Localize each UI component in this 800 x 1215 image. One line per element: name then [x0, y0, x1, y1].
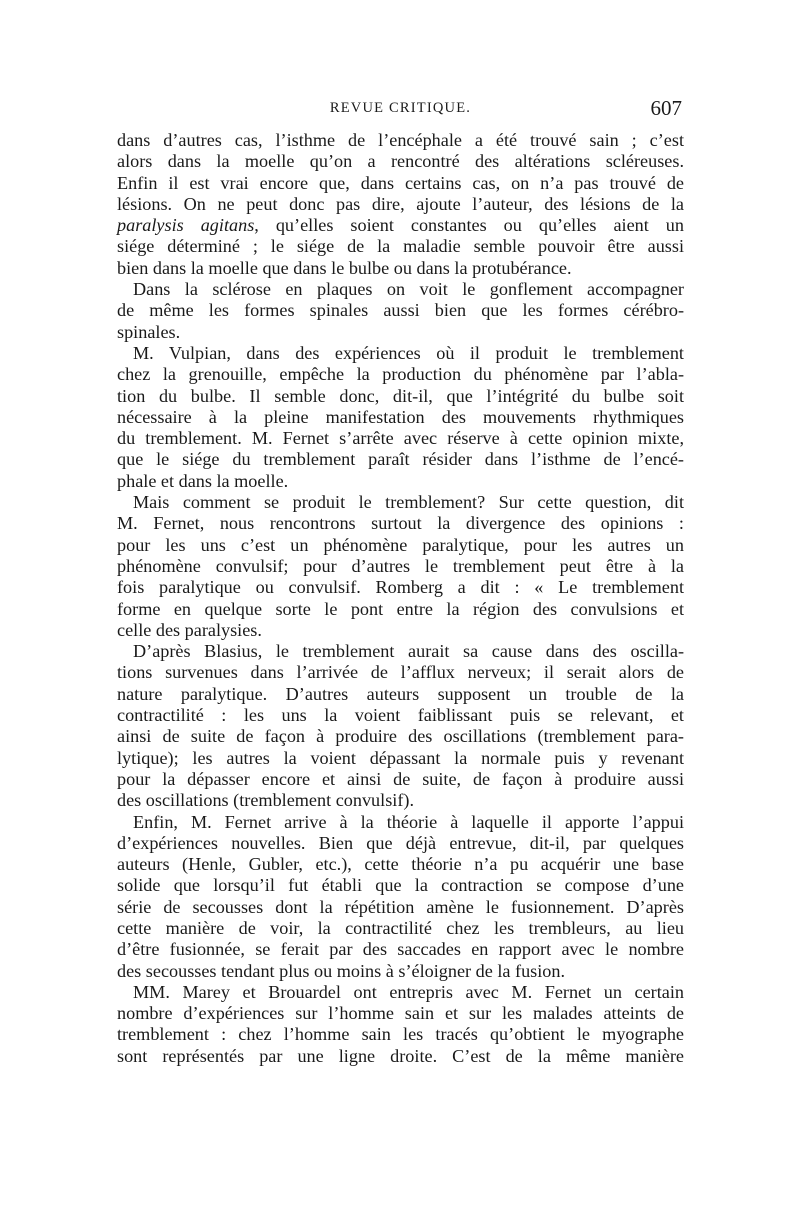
text-line: nature paralytique. D’autres auteurs supposent un trouble de la [117, 683, 684, 704]
text-line: des secousses tendant plus ou moins à s’éloigner de la fusion. [117, 960, 566, 981]
text-line: alors dans la moelle qu’on a rencontré des altérations scléreuses. [117, 151, 684, 172]
text-line: Enfin, M. Fernet arrive à la théorie à laquelle il apporte l’appui [133, 811, 684, 832]
text-line: chez la grenouille, empêche la production du phénomène par l’abla- [117, 364, 684, 385]
text-line: D’après Blasius, le tremblement aurait sa cause dans des oscilla- [133, 641, 684, 662]
text-line: tions survenues dans l’arrivée de l’afflux nerveux; il serait alors de [117, 662, 684, 683]
text-line: Enfin il est vrai encore que, dans certains cas, on n’a pas trouvé de [117, 172, 684, 193]
text-line: pour les uns c’est un phénomène paralytique, pour les autres un [117, 534, 684, 555]
running-head [117, 96, 684, 120]
page-number: 607 [650, 96, 682, 120]
text-line: phénomène convulsif; pour d’autres le tremblement peut être à la [117, 555, 684, 576]
text-line: d’expériences nouvelles. Bien que déjà entrevue, dit-il, par quelques [117, 832, 684, 853]
header-title: REVUE CRITIQUE. [329, 100, 472, 116]
text-line: du tremblement. M. Fernet s’arrête avec réserve à cette opinion mixte, [117, 428, 684, 449]
text-line: tremblement : chez l’homme sain les tracés qu’obtient le myographe [117, 1024, 684, 1045]
text-line: paralysis agitans, qu’elles soient constantes ou qu’elles aient un [117, 215, 684, 236]
text-line: de même les formes spinales aussi bien que les formes cérébro- [117, 300, 684, 321]
text-line: nécessaire à la pleine manifestation des mouvements rhythmiques [117, 406, 684, 427]
text-line: auteurs (Henle, Gubler, etc.), cette théorie n’a pu acquérir une base [117, 854, 684, 875]
text-line: d’être fusionnée, se ferait par des saccades en rapport avec le nombre [117, 939, 684, 960]
text-line: cette manière de voir, la contractilité chez les trembleurs, au lieu [117, 917, 684, 938]
text-line: solide que lorsqu’il fut établi que la contraction se compose d’une [117, 875, 684, 896]
text-line: MM. Marey et Brouardel ont entrepris avec M. Fernet un certain [133, 981, 684, 1002]
text-line: celle des paralysies. [117, 619, 262, 640]
text-line: que le siége du tremblement paraît résider dans l’isthme de l’encé- [117, 449, 684, 470]
text-line: lésions. On ne peut donc pas dire, ajoute l’auteur, des lésions de la [117, 193, 684, 214]
text-line: phale et dans la moelle. [117, 470, 289, 491]
text-line: sont représentés par une ligne droite. C’est de la même manière [117, 1045, 684, 1066]
text-line: Dans la sclérose en plaques on voit le gonflement accompagner [133, 279, 684, 300]
text-line: des oscillations (tremblement convulsif). [117, 790, 414, 811]
text-line: fois paralytique ou convulsif. Romberg a dit : « Le tremblement [117, 577, 684, 598]
text-line: forme en quelque sorte le pont entre la région des convulsions et [117, 598, 684, 619]
body-text [117, 130, 684, 1067]
text-line: nombre d’expériences sur l’homme sain et sur les malades atteints de [117, 1003, 684, 1024]
text-line: spinales. [117, 321, 181, 342]
text-line: série de secousses dont la répétition amène le fusionnement. D’après [117, 896, 684, 917]
text-line: pour la dépasser encore et ainsi de suite, de façon à produire aussi [117, 768, 684, 789]
text-line: lytique); les autres la voient dépassant la normale puis y revenant [117, 747, 684, 768]
italic-term: paralysis agitans [117, 215, 255, 236]
text-line: bien dans la moelle que dans le bulbe ou dans la protubérance. [117, 257, 572, 278]
text-line: M. Fernet, nous rencontrons surtout la divergence des opinions : [117, 513, 684, 534]
text-line: Mais comment se produit le tremblement? Sur cette question, dit [133, 492, 684, 513]
text-line: contractilité : les uns la voient faiblissant puis se relevant, et [117, 705, 684, 726]
text-line: tion du bulbe. Il semble donc, dit-il, que l’intégrité du bulbe soit [117, 385, 684, 406]
text-line: M. Vulpian, dans des expériences où il produit le tremblement [133, 342, 684, 363]
text-line: siége déterminé ; le siége de la maladie semble pouvoir être aussi [117, 236, 684, 257]
text-line: ainsi de suite de façon à produire des oscillations (tremblement para- [117, 726, 684, 747]
text-line: dans d’autres cas, l’isthme de l’encéphale a été trouvé sain ; c’est [117, 130, 684, 150]
